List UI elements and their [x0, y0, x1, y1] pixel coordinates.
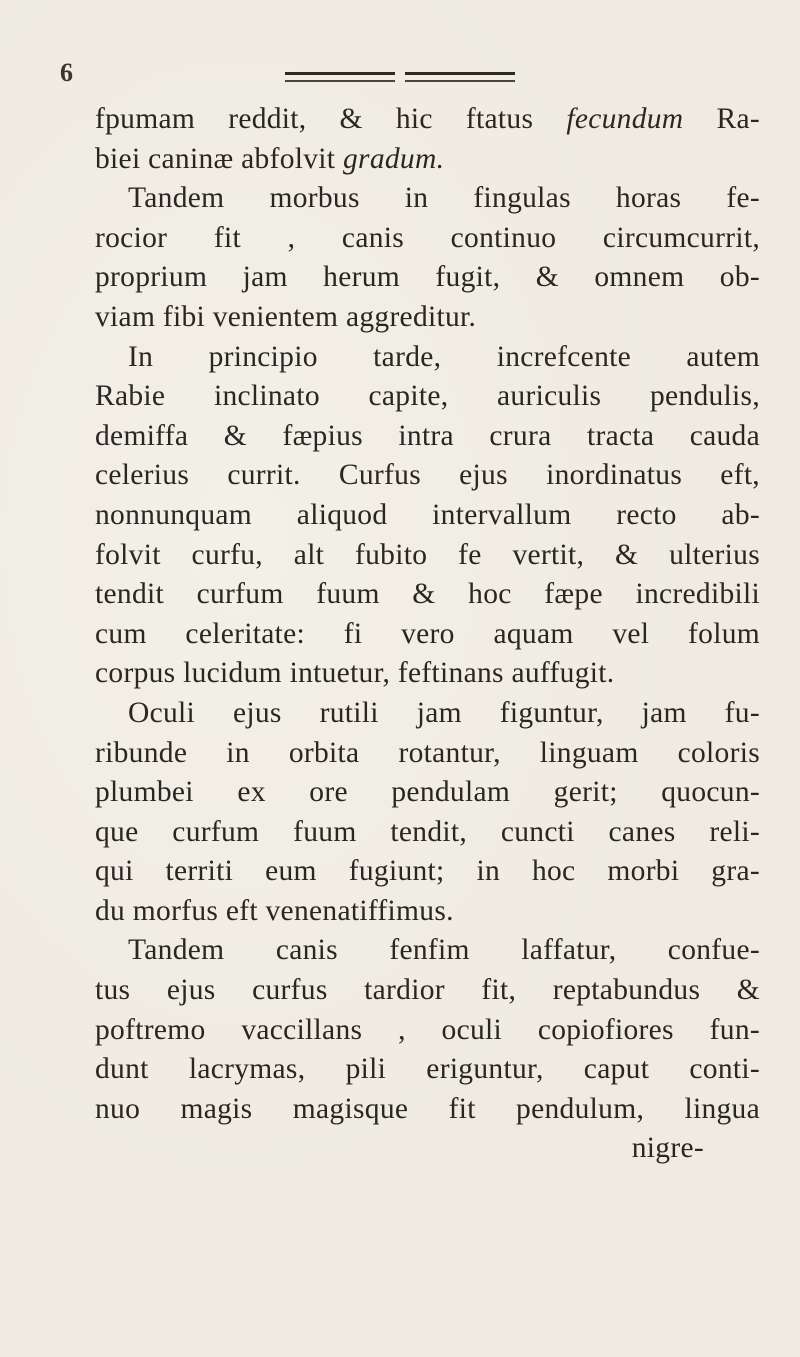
text-run: Oculi ejus rutili jam figuntur, jam fu-	[128, 696, 760, 729]
text-line	[95, 892, 760, 932]
header-ornament-rule	[285, 80, 395, 82]
text-line	[95, 773, 760, 813]
header-ornament-rule	[405, 72, 515, 75]
text-run: ribunde in orbita rotantur, linguam coloris	[95, 736, 760, 769]
catchword: nigre-	[631, 1132, 704, 1165]
text-line	[95, 140, 760, 180]
text-line	[95, 1050, 760, 1090]
text-run: folvit curfu, alt fubito fe vertit, & ulterius	[95, 538, 760, 571]
text-run: fpumam reddit, & hic ftatus	[95, 103, 567, 135]
text-run: biei caninæ abfolvit	[95, 142, 343, 175]
text-run: rocior fit , canis continuo circumcurrit,	[95, 221, 760, 254]
text-run: cum celeritate: fi vero aquam vel folum	[95, 617, 760, 650]
page-header	[60, 58, 760, 98]
text-run: que curfum fuum tendit, cuncti canes reli-	[95, 815, 760, 848]
text-line	[95, 971, 760, 1011]
text-run: nonnunquam aliquod intervallum recto ab-	[95, 498, 760, 531]
header-ornament-rule	[405, 80, 515, 82]
text-line	[95, 852, 760, 892]
body-text	[95, 100, 760, 1169]
text-line	[95, 100, 760, 140]
text-line	[95, 417, 760, 457]
text-run: tendit curfum fuum & hoc fæpe incredibili	[95, 578, 760, 611]
text-run: Tandem canis fenfim laffatur, confue-	[128, 934, 760, 967]
text-run: In principio tarde, increfcente autem	[128, 340, 760, 373]
text-line	[95, 179, 760, 219]
text-line	[95, 1011, 760, 1051]
text-line	[95, 338, 760, 378]
text-line	[95, 694, 760, 734]
text-run: demiffa & fæpius intra crura tracta cauda	[95, 419, 760, 452]
text-run: qui territi eum fugiunt; in hoc morbi gra-	[95, 855, 760, 888]
text-line	[95, 615, 760, 655]
text-line	[95, 813, 760, 853]
text-line	[95, 575, 760, 615]
text-run: du morfus eft venenatiffimus.	[95, 894, 454, 927]
text-run: Rabie inclinato capite, auriculis pendulis,	[95, 380, 760, 413]
text-run: plumbei ex ore pendulam gerit; quocun-	[95, 776, 760, 809]
text-line	[95, 536, 760, 576]
text-run: tus ejus curfus tardior fit, reptabundus &	[95, 974, 760, 1007]
text-run: viam fibi venientem aggreditur.	[95, 300, 477, 333]
text-run: Tandem morbus in fingulas horas fe-	[128, 182, 760, 215]
text-line	[95, 258, 760, 298]
text-line	[95, 377, 760, 417]
text-line	[95, 219, 760, 259]
italic-text-run: gradum.	[342, 142, 445, 175]
text-line	[95, 298, 760, 338]
text-line	[95, 1090, 760, 1130]
text-run: Ra-	[683, 103, 760, 135]
text-run: nuo magis magisque fit pendulum, lingua	[95, 1092, 760, 1125]
text-run: proprium jam herum fugit, & omnem ob-	[95, 261, 760, 294]
page-number: 6	[60, 58, 73, 87]
text-run: celerius currit. Curfus ejus inordinatus eft,	[95, 459, 760, 492]
text-line	[95, 931, 760, 971]
text-run: corpus lucidum intuetur, feftinans auffugit.	[95, 657, 615, 690]
header-ornament-rule	[285, 72, 395, 75]
text-run: poftremo vaccillans , oculi copiofiores fun-	[95, 1013, 760, 1046]
text-line	[95, 496, 760, 536]
text-run: dunt lacrymas, pili eriguntur, caput conti-	[95, 1053, 760, 1086]
text-line	[95, 456, 760, 496]
italic-text-run: fecundum	[566, 103, 684, 135]
text-line	[95, 734, 760, 774]
text-line	[95, 654, 760, 694]
